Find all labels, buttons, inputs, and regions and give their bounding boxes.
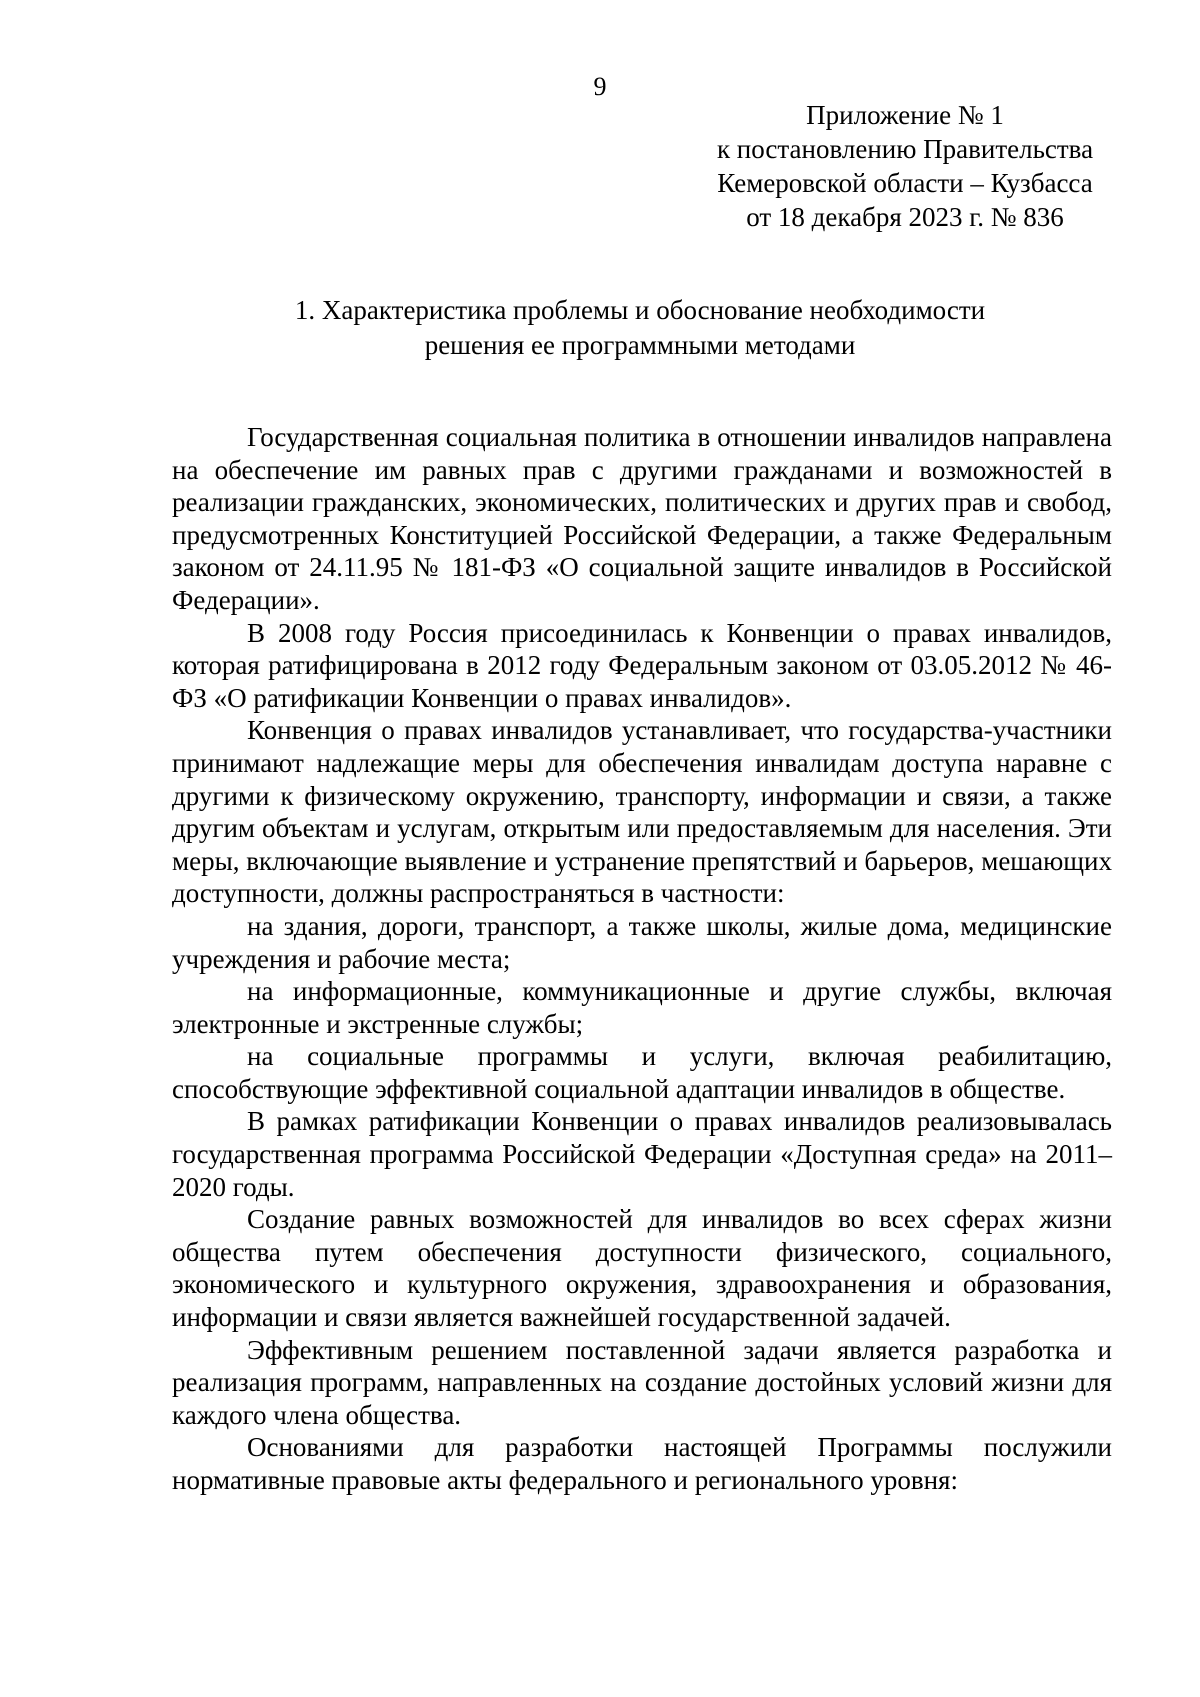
paragraph: Создание равных возможностей для инвалидов во всех сферах жизни общества путем обеспечения доступности физического, социального, экономического и культурного окружения, здравоохранения и образования, информации и связи является важнейшей государственной задачей. bbox=[172, 1204, 1112, 1333]
appendix-header bbox=[700, 98, 1110, 234]
appendix-line: от 18 декабря 2023 г. № 836 bbox=[746, 202, 1064, 232]
section-title-line: 1. Характеристика проблемы и обоснование необходимости bbox=[294, 295, 986, 325]
body-text bbox=[172, 421, 1112, 1497]
page-number: 9 bbox=[593, 72, 607, 101]
paragraph: В рамках ратификации Конвенции о правах инвалидов реализовывалась государственная программа Российской Федерации «Доступная среда» на 2011–2020 годы. bbox=[172, 1106, 1112, 1202]
appendix-line: Кемеровской области – Кузбасса bbox=[717, 168, 1093, 198]
paragraph: на здания, дороги, транспорт, а также школы, жилые дома, медицинские учреждения и рабочие места; bbox=[172, 910, 1112, 974]
appendix-line: Приложение № 1 bbox=[806, 100, 1004, 130]
paragraph: В 2008 году Россия присоединилась к Конвенции о правах инвалидов, которая ратифицирована в 2012 году Федеральным законом от 03.05.2012 № 46-ФЗ «О ратификации Конвенции о правах инвалидов». bbox=[172, 617, 1112, 713]
section-title bbox=[170, 293, 1110, 363]
paragraph: на информационные, коммуникационные и другие службы, включая электронные и экстренные службы; bbox=[172, 976, 1112, 1039]
paragraph: Государственная социальная политика в отношении инвалидов направлена на обеспечение им равных прав с другими гражданами и возможностей в реализации гражданских, экономических, политических и других прав и свобод, предусмотренных Конституцией Российской Федерации, а также Федеральным законом от 24.11.95 № 181-ФЗ «О социальной защите инвалидов в Российской Федерации». bbox=[172, 422, 1112, 615]
section-title-line: решения ее программными методами bbox=[424, 330, 856, 360]
paragraph: Эффективным решением поставленной задачи является разработка и реализация программ, направленных на создание достойных условий жизни для каждого члена общества. bbox=[172, 1334, 1112, 1430]
appendix-line: к постановлению Правительства bbox=[716, 134, 1094, 164]
paragraph: Конвенция о правах инвалидов устанавливает, что государства-участники принимают надлежащие меры для обеспечения инвалидам доступа наравне с другими к физическому окружению, транспорту, информации и связи, а также другим объектам и услугам, открытым или предоставляемым для населения. Эти меры, включающие выявление и устранение препятствий и барьеров, мешающих доступности, должны распространяться в частности: bbox=[172, 715, 1112, 909]
paragraph: Основаниями для разработки настоящей Программы послужили нормативные правовые акты федерального и регионального уровня: bbox=[172, 1432, 1112, 1495]
paragraph: на социальные программы и услуги, включая реабилитацию, способствующие эффективной социальной адаптации инвалидов в обществе. bbox=[172, 1041, 1112, 1104]
